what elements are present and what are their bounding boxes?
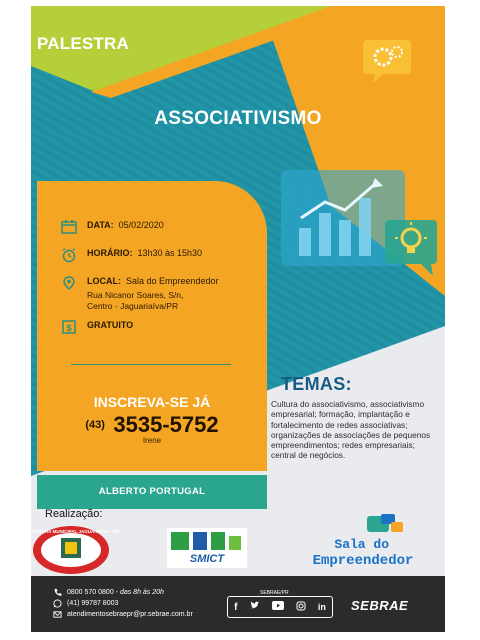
instagram-icon[interactable] — [296, 601, 306, 614]
calendar-icon — [61, 220, 77, 234]
signup-phone — [37, 412, 267, 438]
address-line-2: Centro - Jaguariaíva/PR — [87, 301, 179, 311]
svg-text:$: $ — [66, 323, 72, 333]
prefeitura-seal-logo — [22, 524, 120, 576]
sala-empreendedor-logo — [297, 514, 429, 570]
twitter-icon[interactable] — [250, 601, 260, 613]
money-icon — [61, 320, 77, 334]
phone-number: 3535-5752 — [113, 412, 219, 437]
time-label: HORÁRIO: — [87, 248, 133, 258]
speaker-banner: ALBERTO PORTUGAL — [37, 475, 267, 509]
smict-logo — [167, 528, 247, 568]
contact-name: Irene — [142, 436, 162, 445]
date-label: DATA: — [87, 220, 114, 230]
time-row — [61, 248, 202, 262]
footer-phone2: (41) 99787 8003 — [67, 600, 119, 607]
time-value: 13h30 às 15h30 — [137, 248, 203, 258]
footer-whatsapp-row — [53, 599, 118, 608]
gears-bubble-icon — [361, 38, 413, 84]
footer-email-row — [53, 610, 193, 619]
phone-area-code: (43) — [85, 419, 105, 431]
mail-icon — [53, 610, 62, 619]
location-label: LOCAL: — [87, 276, 121, 286]
facebook-icon[interactable]: f — [234, 601, 238, 613]
price-row — [61, 320, 138, 334]
address-line-1: Rua Nicanor Soares, S/n, — [87, 290, 184, 300]
event-title: ASSOCIATIVISMO — [154, 108, 322, 129]
footer-phone1-hours: - das 8h às 20h — [115, 589, 164, 596]
price-label: GRATUITO — [87, 320, 134, 330]
date-row — [61, 220, 164, 234]
event-type-label: PALESTRA — [37, 34, 129, 53]
sebrae-logo: SEBRAE — [351, 598, 409, 613]
card-divider — [71, 364, 231, 365]
smict-logo-text: SMICT — [189, 553, 225, 565]
footer-email: atendimentosebraepr@pr.sebrae.com.br — [67, 611, 193, 618]
social-links — [227, 596, 333, 618]
themes-heading: TEMAS: — [281, 374, 352, 394]
location-pin-icon — [61, 276, 77, 290]
footer-phone1: 0800 570 0800 — [67, 589, 114, 596]
seal-text: PREFEITURA MUNICIPAL JAGUARIAIVA - PR — [22, 529, 120, 534]
linkedin-icon[interactable]: in — [317, 602, 326, 612]
realizacao-label: Realização: — [45, 508, 103, 520]
alarm-clock-icon — [61, 248, 77, 262]
lightbulb-bubble-icon — [383, 218, 439, 280]
footer-phone-row — [53, 588, 164, 597]
location-row — [61, 276, 219, 290]
phone-icon — [53, 588, 62, 597]
event-poster — [22, 6, 445, 632]
signup-cta: INSCREVA-SE JÁ — [93, 394, 211, 410]
date-value: 05/02/2020 — [118, 220, 164, 230]
social-label: SEBRAE/PR — [257, 590, 292, 596]
youtube-icon[interactable] — [272, 601, 284, 613]
whatsapp-icon — [53, 599, 62, 608]
sala-logo-line2: Empreendedor — [312, 553, 414, 569]
themes-text: Cultura do associativismo, associativismo empresarial; formação, implantação e fortalecimento de redes associativas; organizações de associações de pequenos empreendimentos; redes empresariais; central de negócios. — [271, 399, 431, 461]
sala-logo-line1: Sala do — [334, 537, 389, 552]
location-value: Sala do Empreendedor — [126, 276, 219, 286]
